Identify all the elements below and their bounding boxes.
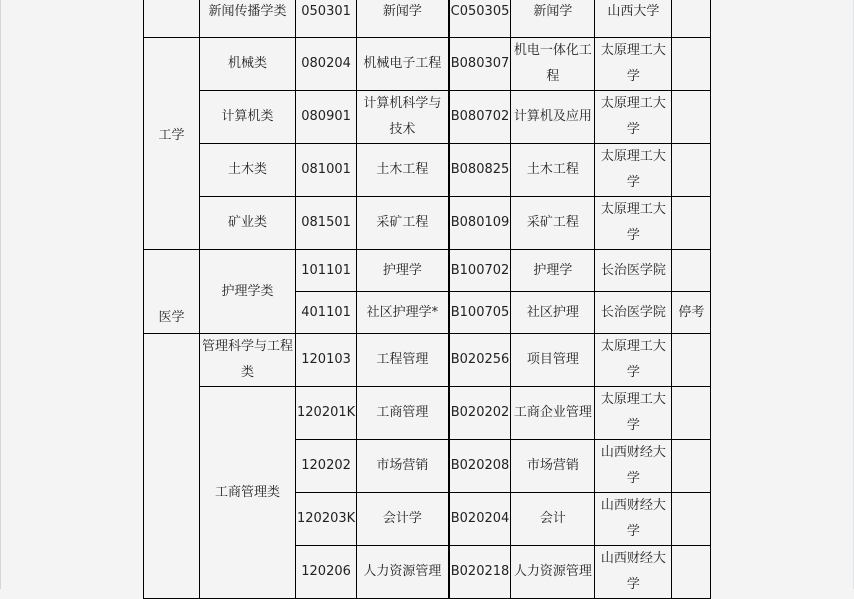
exam-code-cell: B080702	[449, 91, 511, 144]
category-cell	[144, 0, 200, 38]
code-cell: 120202	[296, 440, 357, 493]
note-cell	[672, 440, 711, 493]
note-cell	[672, 250, 711, 292]
class-cell: 土木类	[200, 144, 296, 197]
exam-major-cell: 会计	[511, 493, 595, 546]
exam-code-cell: B080109	[449, 197, 511, 250]
class-cell: 计算机类	[200, 91, 296, 144]
exam-code-cell: B020202	[449, 387, 511, 440]
note-cell	[672, 546, 711, 599]
major-cell: 计算机科学与技术	[357, 91, 449, 144]
school-cell: 太原理工大学	[595, 334, 672, 387]
exam-code-cell: C050305	[449, 0, 511, 38]
class-cell: 护理学类	[200, 250, 296, 334]
school-cell: 太原理工大学	[595, 387, 672, 440]
exam-major-cell: 工商企业管理	[511, 387, 595, 440]
school-cell: 山西财经大学	[595, 440, 672, 493]
category-cell-management	[144, 334, 200, 599]
note-cell	[672, 197, 711, 250]
code-cell: 120203K	[296, 493, 357, 546]
exam-major-cell: 人力资源管理	[511, 546, 595, 599]
exam-major-cell: 土木工程	[511, 144, 595, 197]
code-cell: 080901	[296, 91, 357, 144]
table-row	[144, 0, 711, 38]
exam-code-cell: B080307	[449, 38, 511, 91]
note-cell	[672, 387, 711, 440]
note-cell	[672, 334, 711, 387]
major-cell: 工商管理	[357, 387, 449, 440]
major-cell: 新闻学	[357, 0, 449, 38]
school-cell: 太原理工大学	[595, 144, 672, 197]
exam-major-cell: 计算机及应用	[511, 91, 595, 144]
major-cell: 土木工程	[357, 144, 449, 197]
code-cell: 401101	[296, 292, 357, 334]
note-cell	[672, 0, 711, 38]
school-cell: 山西财经大学	[595, 546, 672, 599]
code-cell: 120201K	[296, 387, 357, 440]
exam-major-cell: 机电一体化工程	[511, 38, 595, 91]
table-row	[144, 91, 711, 144]
exam-major-cell: 采矿工程	[511, 197, 595, 250]
code-cell: 050301	[296, 0, 357, 38]
class-cell: 矿业类	[200, 197, 296, 250]
category-cell-engineering: 工学	[144, 38, 200, 250]
exam-major-cell: 新闻学	[511, 0, 595, 38]
major-cell: 市场营销	[357, 440, 449, 493]
note-cell	[672, 38, 711, 91]
code-cell: 120103	[296, 334, 357, 387]
note-cell	[672, 144, 711, 197]
school-cell: 长治医学院	[595, 292, 672, 334]
code-cell: 080204	[296, 38, 357, 91]
class-cell-business-admin: 工商管理类	[200, 387, 296, 599]
table-row	[144, 250, 711, 292]
major-cell: 工程管理	[357, 334, 449, 387]
exam-major-cell: 社区护理	[511, 292, 595, 334]
major-cell: 机械电子工程	[357, 38, 449, 91]
code-cell: 081001	[296, 144, 357, 197]
note-cell	[672, 493, 711, 546]
exam-code-cell: B100702	[449, 250, 511, 292]
major-cell: 会计学	[357, 493, 449, 546]
exam-code-cell: B080825	[449, 144, 511, 197]
major-cell: 社区护理学*	[357, 292, 449, 334]
note-cell-suspended: 停考	[672, 292, 711, 334]
class-cell: 新闻传播学类	[200, 0, 296, 38]
exam-major-cell: 市场营销	[511, 440, 595, 493]
exam-code-cell: B020204	[449, 493, 511, 546]
class-cell: 机械类	[200, 38, 296, 91]
exam-code-cell: B020208	[449, 440, 511, 493]
code-cell: 101101	[296, 250, 357, 292]
category-cell-medicine: 医学	[144, 250, 200, 334]
table-row	[144, 197, 711, 250]
major-table	[143, 0, 711, 599]
table-row	[144, 144, 711, 197]
school-cell: 山西财经大学	[595, 493, 672, 546]
code-cell: 081501	[296, 197, 357, 250]
page-left-edge	[0, 0, 1, 589]
major-cell: 人力资源管理	[357, 546, 449, 599]
table-row	[144, 38, 711, 91]
school-cell: 太原理工大学	[595, 197, 672, 250]
school-cell: 山西大学	[595, 0, 672, 38]
class-cell: 管理科学与工程类	[200, 334, 296, 387]
exam-code-cell: B020218	[449, 546, 511, 599]
table-row	[144, 387, 711, 440]
note-cell	[672, 91, 711, 144]
exam-code-cell: B020256	[449, 334, 511, 387]
exam-major-cell: 项目管理	[511, 334, 595, 387]
school-cell: 太原理工大学	[595, 38, 672, 91]
school-cell: 长治医学院	[595, 250, 672, 292]
school-cell: 太原理工大学	[595, 91, 672, 144]
major-cell: 护理学	[357, 250, 449, 292]
major-cell: 采矿工程	[357, 197, 449, 250]
table-row	[144, 334, 711, 387]
exam-major-cell: 护理学	[511, 250, 595, 292]
exam-code-cell: B100705	[449, 292, 511, 334]
code-cell: 120206	[296, 546, 357, 599]
